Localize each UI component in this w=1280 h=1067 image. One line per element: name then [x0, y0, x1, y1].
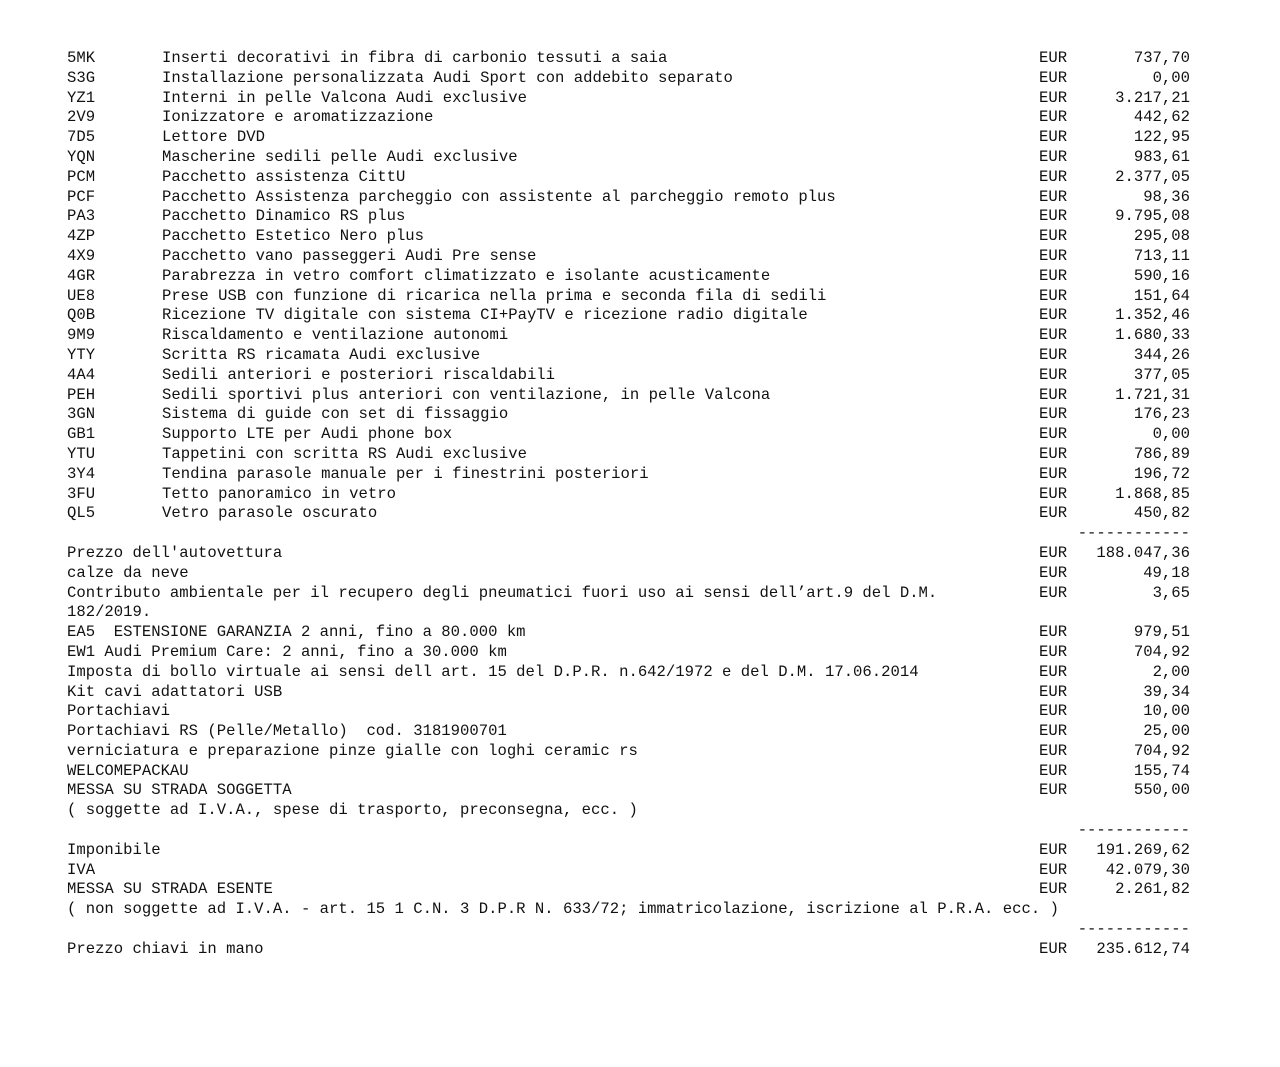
currency-label: EUR: [1039, 484, 1068, 503]
currency-label: EUR: [1039, 880, 1068, 899]
option-amount: 1.352,46: [1115, 306, 1190, 325]
extra-label-continuation: 182/2019.: [67, 603, 152, 622]
taxable-note-line: [0, 801, 1280, 821]
currency-label: EUR: [1039, 246, 1068, 265]
option-description: Tendina parasole manuale per i finestrini posteriori: [162, 464, 649, 483]
extra-label: Imposta di bollo virtuale ai sensi dell art. 15 del D.P.R. n.642/1972 e del D.M. 17.06.2014: [67, 662, 919, 681]
total-row: [0, 861, 1280, 881]
currency-label: EUR: [1039, 306, 1068, 325]
option-amount: 450,82: [1133, 504, 1190, 523]
option-description: Pacchetto Dinamico RS plus: [162, 207, 406, 226]
extra-row: [0, 623, 1280, 643]
extra-label: MESSA SU STRADA SOGGETTA: [67, 781, 292, 800]
currency-label: EUR: [1039, 405, 1068, 424]
extra-amount: 704,92: [1133, 642, 1190, 661]
option-description: Lettore DVD: [162, 128, 265, 147]
option-amount: 196,72: [1133, 464, 1190, 483]
currency-label: EUR: [1039, 543, 1068, 562]
currency-label: EUR: [1039, 860, 1068, 879]
option-row: [0, 346, 1280, 366]
separator-line: [0, 821, 1280, 841]
option-row: [0, 108, 1280, 128]
option-code: 4GR: [67, 266, 96, 285]
currency-label: EUR: [1039, 49, 1068, 67]
extra-amount: 3,65: [1152, 583, 1190, 602]
currency-label: EUR: [1039, 365, 1068, 384]
currency-label: EUR: [1039, 722, 1068, 741]
extra-row: [0, 762, 1280, 782]
option-code: QL5: [67, 504, 96, 523]
currency-label: EUR: [1039, 682, 1068, 701]
option-code: YZ1: [67, 88, 96, 107]
separator-line: [0, 920, 1280, 940]
option-description: Sistema di guide con set di fissaggio: [162, 405, 509, 424]
option-amount: 590,16: [1133, 266, 1190, 285]
option-amount: 344,26: [1133, 345, 1190, 364]
currency-label: EUR: [1039, 781, 1068, 800]
extra-label: Kit cavi adattatori USB: [67, 682, 283, 701]
extra-amount: 39,34: [1143, 682, 1190, 701]
extra-amount: 550,00: [1133, 781, 1190, 800]
vehicle-price-amount: 188.047,36: [1096, 543, 1190, 562]
option-amount: 786,89: [1133, 444, 1190, 463]
currency-label: EUR: [1039, 623, 1068, 642]
option-row: [0, 504, 1280, 524]
extra-row: [0, 663, 1280, 683]
option-code: PA3: [67, 207, 96, 226]
option-description: Pacchetto Estetico Nero plus: [162, 227, 425, 246]
currency-label: EUR: [1039, 464, 1068, 483]
total-label: IVA: [67, 860, 96, 879]
extra-amount: 49,18: [1143, 563, 1190, 582]
option-description: Scritta RS ricamata Audi exclusive: [162, 345, 481, 364]
currency-label: EUR: [1039, 167, 1068, 186]
option-amount: 2.377,05: [1115, 167, 1190, 186]
option-description: Mascherine sedili pelle Audi exclusive: [162, 147, 518, 166]
option-code: PCM: [67, 167, 96, 186]
total-amount: 42.079,30: [1105, 860, 1190, 879]
total-row: [0, 841, 1280, 861]
option-row: [0, 128, 1280, 148]
currency-label: EUR: [1039, 425, 1068, 444]
option-description: Prese USB con funzione di ricarica nella prima e seconda fila di sedili: [162, 286, 827, 305]
option-code: 5MK: [67, 49, 96, 67]
option-description: Sedili sportivi plus anteriori con ventilazione, in pelle Valcona: [162, 385, 771, 404]
option-code: PEH: [67, 385, 96, 404]
option-row: [0, 69, 1280, 89]
option-code: YTY: [67, 345, 96, 364]
option-code: 3Y4: [67, 464, 96, 483]
option-row: [0, 89, 1280, 109]
extra-amount: 2,00: [1152, 662, 1190, 681]
option-code: 7D5: [67, 128, 96, 147]
extra-label: EA5 ESTENSIONE GARANZIA 2 anni, fino a 80.000 km: [67, 623, 526, 642]
currency-label: EUR: [1039, 662, 1068, 681]
option-amount: 737,70: [1133, 49, 1190, 67]
option-description: Pacchetto Assistenza parcheggio con assistente al parcheggio remoto plus: [162, 187, 836, 206]
currency-label: EUR: [1039, 207, 1068, 226]
option-description: Vetro parasole oscurato: [162, 504, 378, 523]
extra-label: EW1 Audi Premium Care: 2 anni, fino a 30.000 km: [67, 642, 507, 661]
option-row: [0, 405, 1280, 425]
extra-row: [0, 643, 1280, 663]
option-code: 9M9: [67, 326, 96, 345]
option-amount: 98,36: [1143, 187, 1190, 206]
option-row: [0, 366, 1280, 386]
extra-amount: 25,00: [1143, 722, 1190, 741]
extra-row: [0, 781, 1280, 801]
extra-label: Portachiavi: [67, 702, 170, 721]
option-code: YQN: [67, 147, 96, 166]
option-code: S3G: [67, 68, 96, 87]
option-code: 3FU: [67, 484, 96, 503]
currency-label: EUR: [1039, 444, 1068, 463]
option-row: [0, 247, 1280, 267]
exempt-note-line: [0, 900, 1280, 920]
total-amount: 191.269,62: [1096, 840, 1190, 859]
extra-label: calze da neve: [67, 563, 189, 582]
option-amount: 122,95: [1133, 128, 1190, 147]
vehicle-price-label: Prezzo dell'autovettura: [67, 543, 283, 562]
option-description: Parabrezza in vetro comfort climatizzato e isolante acusticamente: [162, 266, 771, 285]
option-row: [0, 49, 1280, 69]
extra-amount: 704,92: [1133, 741, 1190, 760]
extra-label: Contributo ambientale per il recupero degli pneumatici fuori uso ai sensi dell’art.9 del D.M.: [67, 583, 938, 602]
option-row: [0, 306, 1280, 326]
final-total-label: Prezzo chiavi in mano: [67, 939, 264, 958]
extra-row: [0, 742, 1280, 762]
option-code: YTU: [67, 444, 96, 463]
option-description: Tappetini con scritta RS Audi exclusive: [162, 444, 527, 463]
option-code: 4A4: [67, 365, 96, 384]
option-row: [0, 425, 1280, 445]
option-amount: 1.680,33: [1115, 326, 1190, 345]
option-description: Tetto panoramico in vetro: [162, 484, 396, 503]
vehicle-price-row: [0, 544, 1280, 564]
option-row: [0, 465, 1280, 485]
currency-label: EUR: [1039, 326, 1068, 345]
option-description: Inserti decorativi in fibra di carbonio tessuti a saia: [162, 49, 668, 67]
total-label: MESSA SU STRADA ESENTE: [67, 880, 273, 899]
option-row: [0, 168, 1280, 188]
currency-label: EUR: [1039, 286, 1068, 305]
option-amount: 151,64: [1133, 286, 1190, 305]
currency-label: EUR: [1039, 642, 1068, 661]
currency-label: EUR: [1039, 266, 1068, 285]
option-amount: 9.795,08: [1115, 207, 1190, 226]
extra-amount: 979,51: [1133, 623, 1190, 642]
option-amount: 1.721,31: [1115, 385, 1190, 404]
currency-label: EUR: [1039, 187, 1068, 206]
total-row: [0, 880, 1280, 900]
option-amount: 377,05: [1133, 365, 1190, 384]
option-description: Pacchetto assistenza CittU: [162, 167, 406, 186]
option-amount: 3.217,21: [1115, 88, 1190, 107]
currency-label: EUR: [1039, 563, 1068, 582]
option-row: [0, 386, 1280, 406]
option-description: Supporto LTE per Audi phone box: [162, 425, 453, 444]
option-description: Ricezione TV digitale con sistema CI+PayTV e ricezione radio digitale: [162, 306, 808, 325]
option-description: Interni in pelle Valcona Audi exclusive: [162, 88, 527, 107]
extra-row: [0, 702, 1280, 722]
option-code: Q0B: [67, 306, 96, 325]
extra-row: [0, 722, 1280, 742]
price-document: [0, 49, 1280, 960]
final-total-row: [0, 940, 1280, 960]
option-row: [0, 207, 1280, 227]
currency-label: EUR: [1039, 147, 1068, 166]
extra-label: WELCOMEPACKAU: [67, 761, 189, 780]
extra-label: Portachiavi RS (Pelle/Metallo) cod. 3181900701: [67, 722, 507, 741]
option-code: UE8: [67, 286, 96, 305]
extra-amount: 155,74: [1133, 761, 1190, 780]
separator-dashes: ------------: [1077, 821, 1190, 840]
currency-label: EUR: [1039, 702, 1068, 721]
separator-line: [0, 524, 1280, 544]
option-amount: 442,62: [1133, 108, 1190, 127]
option-code: 4ZP: [67, 227, 96, 246]
option-description: Riscaldamento e ventilazione autonomi: [162, 326, 509, 345]
option-code: GB1: [67, 425, 96, 444]
extra-row-continuation: [0, 603, 1280, 623]
option-amount: 983,61: [1133, 147, 1190, 166]
separator-dashes: ------------: [1077, 524, 1190, 543]
option-code: 2V9: [67, 108, 96, 127]
extra-amount: 10,00: [1143, 702, 1190, 721]
option-description: Installazione personalizzata Audi Sport con addebito separato: [162, 68, 733, 87]
currency-label: EUR: [1039, 385, 1068, 404]
currency-label: EUR: [1039, 227, 1068, 246]
option-amount: 295,08: [1133, 227, 1190, 246]
option-description: Ionizzatore e aromatizzazione: [162, 108, 434, 127]
option-amount: 0,00: [1152, 425, 1190, 444]
currency-label: EUR: [1039, 68, 1068, 87]
extra-row: [0, 564, 1280, 584]
option-code: 3GN: [67, 405, 96, 424]
currency-label: EUR: [1039, 761, 1068, 780]
option-description: Pacchetto vano passeggeri Audi Pre sense: [162, 246, 537, 265]
taxable-note: ( soggette ad I.V.A., spese di trasporto, preconsegna, ecc. ): [67, 801, 638, 820]
option-code: PCF: [67, 187, 96, 206]
currency-label: EUR: [1039, 939, 1068, 958]
option-row: [0, 188, 1280, 208]
currency-label: EUR: [1039, 88, 1068, 107]
option-code: 4X9: [67, 246, 96, 265]
option-row: [0, 485, 1280, 505]
currency-label: EUR: [1039, 108, 1068, 127]
currency-label: EUR: [1039, 345, 1068, 364]
total-amount: 2.261,82: [1115, 880, 1190, 899]
exempt-note: ( non soggette ad I.V.A. - art. 15 1 C.N. 3 D.P.R N. 633/72; immatricolazione, iscrizione al P.R.A. ecc. ): [67, 900, 1059, 919]
option-row: [0, 445, 1280, 465]
option-amount: 176,23: [1133, 405, 1190, 424]
currency-label: EUR: [1039, 840, 1068, 859]
option-amount: 713,11: [1133, 246, 1190, 265]
option-amount: 0,00: [1152, 68, 1190, 87]
option-description: Sedili anteriori e posteriori riscaldabili: [162, 365, 556, 384]
final-total-amount: 235.612,74: [1096, 939, 1190, 958]
option-row: [0, 227, 1280, 247]
currency-label: EUR: [1039, 128, 1068, 147]
option-row: [0, 148, 1280, 168]
extra-row: [0, 683, 1280, 703]
currency-label: EUR: [1039, 741, 1068, 760]
total-label: Imponibile: [67, 840, 161, 859]
extra-row: [0, 584, 1280, 604]
separator-dashes: ------------: [1077, 920, 1190, 939]
option-amount: 1.868,85: [1115, 484, 1190, 503]
currency-label: EUR: [1039, 504, 1068, 523]
option-row: [0, 287, 1280, 307]
option-row: [0, 267, 1280, 287]
currency-label: EUR: [1039, 583, 1068, 602]
extra-label: verniciatura e preparazione pinze gialle con loghi ceramic rs: [67, 741, 638, 760]
option-row: [0, 326, 1280, 346]
